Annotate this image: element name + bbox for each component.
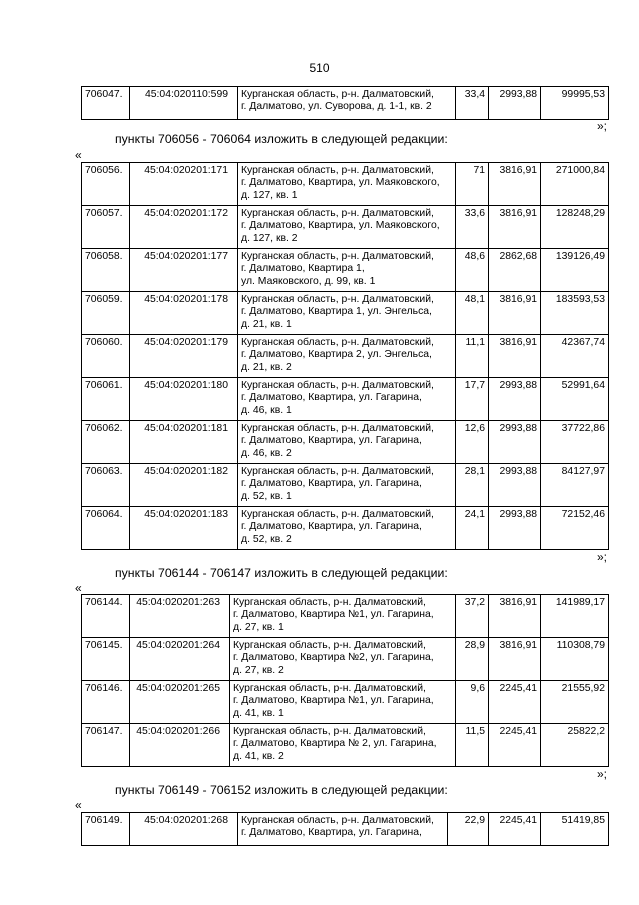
address-cell <box>238 813 448 846</box>
row-number-cell: 706057. <box>82 206 130 249</box>
instruction-paragraph-2: пункты 706144 - 706147 изложить в следующей редакции: <box>115 566 448 580</box>
cadastral-number-cell: 45:04:020201:171 <box>130 163 238 206</box>
cadastral-number-cell: 45:04:020201:180 <box>130 378 238 421</box>
table-row <box>82 163 609 206</box>
row-number-cell: 706146. <box>82 681 130 724</box>
total-value-cell: 128248,29 <box>541 206 609 249</box>
address-line: Курганская область, р-н. Далматовский, <box>241 294 434 305</box>
address-line: г. Далматово, Квартира №1, ул. Гагарина, <box>233 695 434 707</box>
price-cell: 2862,68 <box>489 249 541 292</box>
price-cell: 2245,41 <box>489 813 541 846</box>
cadastral-number-cell: 45:04:020201:179 <box>130 335 238 378</box>
address-line: Курганская область, р-н. Далматовский, <box>233 726 426 737</box>
address-line: д. 41, кв. 2 <box>233 750 284 762</box>
table-row <box>82 464 609 507</box>
total-value-cell: 21555,92 <box>541 681 609 724</box>
price-cell: 2993,88 <box>489 378 541 421</box>
row-number-cell: 706064. <box>82 507 130 550</box>
table-row <box>82 421 609 464</box>
open-quote-1: « <box>75 148 82 162</box>
address-line: г. Далматово, Квартира 1, <box>241 263 365 275</box>
address-line: д. 27, кв. 2 <box>233 664 284 676</box>
address-line: г. Далматово, Квартира, ул. Гагарина, <box>241 521 422 533</box>
cadastral-number-cell: 45:04:020201:263 <box>130 595 230 638</box>
table-row <box>82 595 609 638</box>
cadastral-number-cell: 45:04:020110:599 <box>130 87 238 120</box>
address-line: д. 21, кв. 1 <box>241 318 292 330</box>
total-value-cell: 99995,53 <box>541 87 609 120</box>
price-cell: 3816,91 <box>489 206 541 249</box>
address-line: Курганская область, р-н. Далматовский, <box>233 640 426 651</box>
address-cell <box>238 292 456 335</box>
price-cell: 2993,88 <box>489 87 541 120</box>
table-row <box>82 378 609 421</box>
page-number: 510 <box>309 61 330 75</box>
address-line: Курганская область, р-н. Далматовский, <box>233 597 426 608</box>
close-quote-2: »; <box>597 550 608 564</box>
address-line: Курганская область, р-н. Далматовский, <box>233 683 426 694</box>
address-line: г. Далматово, ул. Суворова, д. 1-1, кв. 2 <box>241 101 432 113</box>
total-value-cell: 141989,17 <box>541 595 609 638</box>
address-line: д. 52, кв. 1 <box>241 490 292 502</box>
address-line: г. Далматово, Квартира №1, ул. Гагарина, <box>233 609 434 621</box>
price-cell: 2993,88 <box>489 507 541 550</box>
area-cell: 22,9 <box>448 813 489 846</box>
address-line: Курганская область, р-н. Далматовский, <box>241 466 434 477</box>
address-cell <box>238 507 456 550</box>
table-row <box>82 335 609 378</box>
address-cell <box>230 595 456 638</box>
row-number-cell: 706149. <box>82 813 130 846</box>
open-quote-3: « <box>75 798 82 812</box>
table-row <box>82 813 609 846</box>
price-cell: 3816,91 <box>489 292 541 335</box>
table-row <box>82 681 609 724</box>
cadastral-number-cell: 45:04:020201:265 <box>130 681 230 724</box>
row-number-cell: 706058. <box>82 249 130 292</box>
total-value-cell: 110308,79 <box>541 638 609 681</box>
address-cell <box>238 464 456 507</box>
address-line: Курганская область, р-н. Далматовский, <box>241 337 434 348</box>
table-row <box>82 206 609 249</box>
row-number-cell: 706060. <box>82 335 130 378</box>
address-cell <box>238 378 456 421</box>
cadastral-number-cell: 45:04:020201:178 <box>130 292 238 335</box>
area-cell: 33,6 <box>456 206 489 249</box>
total-value-cell: 183593,53 <box>541 292 609 335</box>
property-table-3 <box>81 594 609 767</box>
total-value-cell: 37722,86 <box>541 421 609 464</box>
address-line: д. 127, кв. 2 <box>241 232 298 244</box>
total-value-cell: 72152,46 <box>541 507 609 550</box>
close-quote-1: »; <box>597 119 608 133</box>
instruction-paragraph-3: пункты 706149 - 706152 изложить в следующей редакции: <box>115 783 448 797</box>
total-value-cell: 84127,97 <box>541 464 609 507</box>
area-cell: 33,4 <box>456 87 489 120</box>
address-line: г. Далматово, Квартира 1, ул. Энгельса, <box>241 306 432 318</box>
total-value-cell: 52991,64 <box>541 378 609 421</box>
address-line: д. 46, кв. 2 <box>241 447 292 459</box>
address-line: д. 46, кв. 1 <box>241 404 292 416</box>
total-value-cell: 25822,2 <box>541 724 609 767</box>
address-line: г. Далматово, Квартира, ул. Гагарина, <box>241 392 422 404</box>
cadastral-number-cell: 45:04:020201:181 <box>130 421 238 464</box>
property-table-1 <box>81 86 609 120</box>
address-line: г. Далматово, Квартира, ул. Гагарина, <box>241 478 422 490</box>
address-line: Курганская область, р-н. Далматовский, <box>241 89 434 100</box>
table-row <box>82 87 609 120</box>
address-cell <box>230 638 456 681</box>
cadastral-number-cell: 45:04:020201:172 <box>130 206 238 249</box>
price-cell: 3816,91 <box>489 163 541 206</box>
address-line: Курганская область, р-н. Далматовский, <box>241 208 434 219</box>
address-line: г. Далматово, Квартира, ул. Гагарина, <box>241 435 422 447</box>
address-line: д. 52, кв. 2 <box>241 533 292 545</box>
cadastral-number-cell: 45:04:020201:264 <box>130 638 230 681</box>
total-value-cell: 139126,49 <box>541 249 609 292</box>
table-row <box>82 249 609 292</box>
row-number-cell: 706144. <box>82 595 130 638</box>
price-cell: 3816,91 <box>489 335 541 378</box>
area-cell: 11,1 <box>456 335 489 378</box>
address-line: д. 21, кв. 2 <box>241 361 292 373</box>
area-cell: 11,5 <box>456 724 489 767</box>
address-line: г. Далматово, Квартира, ул. Маяковского, <box>241 177 440 189</box>
price-cell: 2993,88 <box>489 464 541 507</box>
total-value-cell: 51419,85 <box>541 813 609 846</box>
address-cell <box>238 206 456 249</box>
address-line: Курганская область, р-н. Далматовский, <box>241 815 434 826</box>
area-cell: 12,6 <box>456 421 489 464</box>
address-line: Курганская область, р-н. Далматовский, <box>241 165 434 176</box>
instruction-paragraph-1: пункты 706056 - 706064 изложить в следующей редакции: <box>115 132 448 146</box>
cadastral-number-cell: 45:04:020201:268 <box>130 813 238 846</box>
address-line: г. Далматово, Квартира 2, ул. Энгельса, <box>241 349 432 361</box>
table-row <box>82 638 609 681</box>
address-cell <box>238 421 456 464</box>
address-cell <box>238 249 456 292</box>
price-cell: 3816,91 <box>489 595 541 638</box>
price-cell: 2245,41 <box>489 724 541 767</box>
cadastral-number-cell: 45:04:020201:177 <box>130 249 238 292</box>
table-row <box>82 292 609 335</box>
area-cell: 71 <box>456 163 489 206</box>
address-line: Курганская область, р-н. Далматовский, <box>241 423 434 434</box>
row-number-cell: 706062. <box>82 421 130 464</box>
area-cell: 28,9 <box>456 638 489 681</box>
area-cell: 24,1 <box>456 507 489 550</box>
address-line: д. 127, кв. 1 <box>241 189 298 201</box>
row-number-cell: 706147. <box>82 724 130 767</box>
address-line: д. 27, кв. 1 <box>233 621 284 633</box>
property-table-4 <box>81 812 609 846</box>
area-cell: 28,1 <box>456 464 489 507</box>
area-cell: 48,6 <box>456 249 489 292</box>
price-cell: 2993,88 <box>489 421 541 464</box>
address-line: Курганская область, р-н. Далматовский, <box>241 380 434 391</box>
address-line: г. Далматово, Квартира № 2, ул. Гагарина, <box>233 738 437 750</box>
total-value-cell: 42367,74 <box>541 335 609 378</box>
address-cell <box>230 681 456 724</box>
row-number-cell: 706063. <box>82 464 130 507</box>
address-line: Курганская область, р-н. Далматовский, <box>241 509 434 520</box>
address-cell <box>238 87 456 120</box>
row-number-cell: 706047. <box>82 87 130 120</box>
row-number-cell: 706061. <box>82 378 130 421</box>
property-table-2 <box>81 162 609 550</box>
row-number-cell: 706059. <box>82 292 130 335</box>
address-line: д. 41, кв. 1 <box>233 707 284 719</box>
address-line: г. Далматово, Квартира №2, ул. Гагарина, <box>233 652 434 664</box>
address-line: Курганская область, р-н. Далматовский, <box>241 251 434 262</box>
cadastral-number-cell: 45:04:020201:182 <box>130 464 238 507</box>
area-cell: 9,6 <box>456 681 489 724</box>
address-cell <box>238 335 456 378</box>
cadastral-number-cell: 45:04:020201:183 <box>130 507 238 550</box>
open-quote-2: « <box>75 581 82 595</box>
address-line: г. Далматово, Квартира, ул. Гагарина, <box>241 827 422 839</box>
address-cell <box>238 163 456 206</box>
area-cell: 48,1 <box>456 292 489 335</box>
cadastral-number-cell: 45:04:020201:266 <box>130 724 230 767</box>
address-line: ул. Маяковского, д. 99, кв. 1 <box>241 275 376 287</box>
close-quote-3: »; <box>597 767 608 781</box>
area-cell: 17,7 <box>456 378 489 421</box>
address-line: г. Далматово, Квартира, ул. Маяковского, <box>241 220 440 232</box>
price-cell: 3816,91 <box>489 638 541 681</box>
address-cell <box>230 724 456 767</box>
row-number-cell: 706145. <box>82 638 130 681</box>
row-number-cell: 706056. <box>82 163 130 206</box>
price-cell: 2245,41 <box>489 681 541 724</box>
total-value-cell: 271000,84 <box>541 163 609 206</box>
area-cell: 37,2 <box>456 595 489 638</box>
table-row <box>82 507 609 550</box>
table-row <box>82 724 609 767</box>
